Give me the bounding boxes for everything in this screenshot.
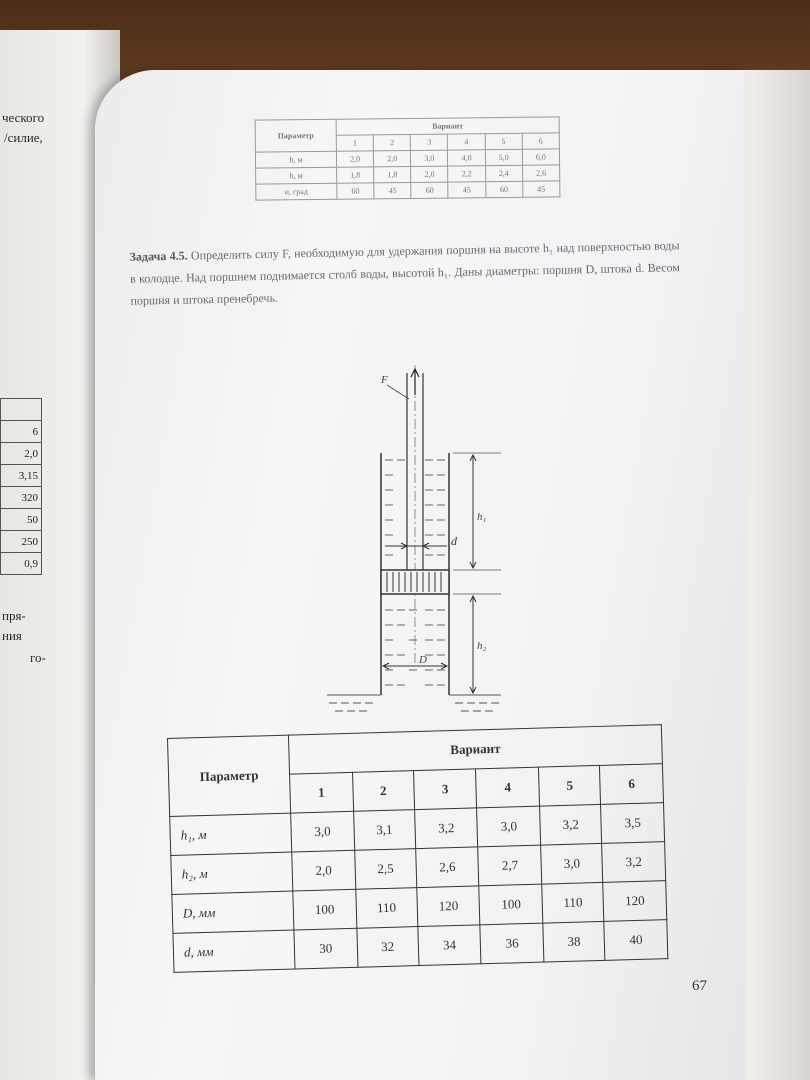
left-cell: 3,15: [1, 465, 42, 487]
left-cell: 2,0: [1, 443, 42, 465]
table-cell: 1,8: [337, 167, 374, 183]
table-cell: 34: [418, 925, 482, 966]
table-cell: 2,0: [374, 150, 411, 166]
variant-number: 6: [522, 133, 559, 149]
table-header: Параметр: [168, 735, 291, 816]
row-label: h₂, м: [171, 852, 293, 894]
variant-number: 6: [600, 764, 664, 805]
table-cell: 100: [479, 884, 543, 925]
table-cell: 2,0: [411, 166, 448, 182]
table-cell: 3,0: [477, 806, 541, 847]
row-label: h₁, м: [170, 813, 292, 855]
table-cell: 3,2: [602, 842, 666, 883]
left-cell: 50: [1, 509, 42, 531]
table-cell: 2,4: [485, 165, 522, 181]
row-label: h, м: [256, 167, 337, 184]
table-cell: 38: [543, 921, 605, 962]
variant-number: 3: [411, 134, 448, 150]
table-cell: 45: [448, 182, 485, 198]
d-label: d: [451, 534, 457, 548]
table-cell: 3,2: [540, 804, 602, 845]
table-cell: 6,0: [522, 149, 559, 165]
row-label: h, м: [255, 151, 336, 168]
table-cell: 60: [485, 181, 522, 197]
variant-number: 1: [290, 772, 354, 813]
h1-label: h₁: [477, 511, 487, 523]
variant-number: 4: [448, 134, 485, 150]
table-header: Параметр: [255, 119, 336, 152]
row-label: α, град: [256, 183, 337, 200]
piston-diagram: [325, 365, 505, 720]
table-cell: 3,0: [291, 811, 355, 852]
table-cell: 2,7: [478, 845, 542, 886]
variant-number: 3: [413, 769, 477, 810]
task-text: Определить силу F, необходимую для удержания поршня на высоте h₁ над поверхностью воды в колодце. Над поршнем поднимается столб воды, высотой h₁. Даны диаметры: поршня D, штока d. Весом поршня и штока пренебречь.: [129, 238, 681, 308]
page-number: 67: [692, 978, 707, 994]
variant-number: 5: [485, 133, 522, 149]
table-cell: 30: [294, 928, 358, 969]
outer-water: [327, 695, 501, 711]
variant-number: 4: [476, 767, 540, 808]
left-cell: [1, 399, 42, 421]
table-cell: 2,0: [292, 850, 356, 891]
left-fragment: /силие,: [4, 130, 43, 145]
variant-number: 2: [373, 134, 410, 150]
table-cell: 110: [355, 888, 417, 929]
variant-number: 2: [352, 771, 414, 812]
table-cell: 32: [357, 927, 419, 968]
main-table: [167, 724, 668, 973]
table-cell: 40: [604, 920, 668, 961]
task-paragraph: [129, 234, 680, 312]
table-header: Вариант: [336, 117, 559, 135]
table-header: Вариант: [288, 725, 662, 774]
row-label: D, мм: [172, 891, 294, 933]
left-fragment: ческого: [2, 110, 45, 125]
left-cell: 6: [1, 421, 42, 443]
variant-number: 1: [336, 135, 373, 151]
table-cell: 3,0: [411, 150, 448, 166]
force-label: F: [381, 374, 388, 386]
left-table: [0, 398, 42, 575]
table-cell: 2,5: [354, 849, 416, 890]
force-arrow: [411, 369, 419, 395]
top-table: [255, 116, 561, 200]
left-fragment: го-: [30, 650, 46, 665]
left-cell: 320: [1, 487, 42, 509]
table-cell: 3,2: [414, 808, 478, 849]
table-cell: 2,6: [416, 847, 480, 888]
table-cell: 4,0: [448, 150, 485, 166]
task-number: Задача 4.5.: [129, 248, 188, 264]
table-cell: 2,6: [522, 165, 559, 181]
table-cell: 60: [337, 183, 374, 199]
left-fragment: пря-: [2, 608, 26, 623]
table-cell: 3,5: [601, 803, 665, 844]
h2-label: h₂: [477, 640, 487, 652]
table-cell: 3,1: [353, 810, 415, 851]
force-leader: [387, 385, 409, 399]
left-cell: 0,9: [1, 553, 42, 575]
left-cell: 250: [1, 531, 42, 553]
table-cell: 5,0: [485, 149, 522, 165]
D-label: D: [419, 654, 427, 666]
table-row: [256, 181, 560, 200]
table-cell: 2,2: [448, 166, 485, 182]
left-fragment: ния: [2, 628, 22, 643]
table-cell: 120: [603, 881, 667, 922]
variant-number: 5: [539, 765, 601, 806]
table-cell: 45: [523, 181, 560, 197]
row-label: d, мм: [173, 930, 295, 972]
table-cell: 110: [542, 882, 604, 923]
table-cell: 120: [417, 886, 481, 927]
table-cell: 100: [293, 889, 357, 930]
table-cell: 36: [480, 923, 544, 964]
table-cell: 60: [411, 182, 448, 198]
piston: [381, 570, 449, 594]
table-cell: 45: [374, 182, 411, 198]
table-cell: 3,0: [541, 843, 603, 884]
table-cell: 2,0: [336, 151, 373, 167]
table-cell: 1,8: [374, 166, 411, 182]
